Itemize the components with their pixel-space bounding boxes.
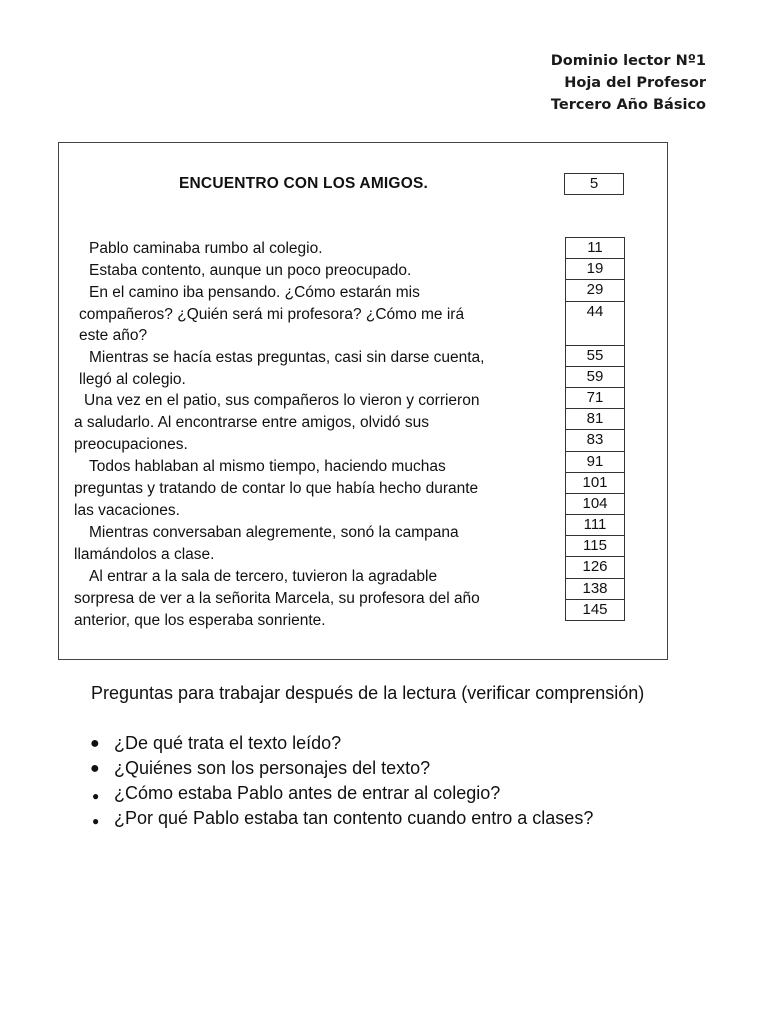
word-count-cell: 115 <box>565 536 625 557</box>
text-line: sorpresa de ver a la señorita Marcela, su profesora del año <box>74 590 480 607</box>
text-line: preocupaciones. <box>74 436 188 453</box>
question-item <box>90 806 593 831</box>
text-line: preguntas y tratando de contar lo que había hecho durante <box>74 480 479 497</box>
text-line: En el camino iba pensando. ¿Cómo estarán mis <box>89 284 420 301</box>
text-line: Al entrar a la sala de tercero, tuvieron la agradable <box>89 568 438 585</box>
text-line: llegó al colegio. <box>79 371 186 388</box>
word-count-cell: 59 <box>565 367 625 388</box>
word-count-cell: 55 <box>565 346 625 367</box>
word-count-cell: 83 <box>565 430 625 451</box>
question-text: ¿Quiénes son los personajes del texto? <box>114 758 431 778</box>
text-line: a saludarlo. Al encontrarse entre amigos, olvidó sus <box>74 414 429 431</box>
question-item <box>90 781 593 806</box>
reading-frame <box>58 142 668 660</box>
question-text: ¿De qué trata el texto leído? <box>114 733 342 753</box>
document-header <box>551 50 706 116</box>
text-line: Mientras conversaban alegremente, sonó la campana <box>89 524 459 541</box>
word-count-cell: 126 <box>565 557 625 578</box>
word-count-column <box>565 237 625 621</box>
questions-list <box>90 731 593 831</box>
bullet-icon: ● <box>90 735 100 752</box>
text-line: las vacaciones. <box>74 502 180 519</box>
word-count-cell: 91 <box>565 452 625 473</box>
question-text: ¿Cómo estaba Pablo antes de entrar al colegio? <box>114 783 501 803</box>
text-line: anterior, que los esperaba sonriente. <box>74 612 326 629</box>
word-count-cell: 145 <box>565 600 625 621</box>
header-line-3: Tercero Año Básico <box>550 97 706 113</box>
word-count-cell: 44 <box>565 302 625 346</box>
text-line: Una vez en el patio, sus compañeros lo vieron y corrieron <box>84 392 480 409</box>
question-item <box>90 756 593 781</box>
text-line: compañeros? ¿Quién será mi profesora? ¿Cómo me irá <box>79 306 465 323</box>
text-line: Todos hablaban al mismo tiempo, haciendo muchas <box>89 458 446 475</box>
word-count-cell: 104 <box>565 494 625 515</box>
word-count-cell: 101 <box>565 473 625 494</box>
reading-title: ENCUENTRO CON LOS AMIGOS. <box>179 175 428 192</box>
text-line: Mientras se hacía estas preguntas, casi sin darse cuenta, <box>89 349 485 366</box>
header-line-1: Dominio lector Nº1 <box>550 53 706 69</box>
bullet-icon: ● <box>92 814 100 828</box>
bullet-icon: ● <box>92 789 100 803</box>
title-word-count: 5 <box>564 173 624 195</box>
word-count-cell: 111 <box>565 515 625 536</box>
question-item <box>90 731 593 756</box>
question-text: ¿Por qué Pablo estaba tan contento cuando entro a clases? <box>114 808 594 828</box>
text-line: llamándolos a clase. <box>74 546 215 563</box>
word-count-cell: 29 <box>565 280 625 301</box>
word-count-cell: 138 <box>565 579 625 600</box>
questions-heading: Preguntas para trabajar después de la lectura (verificar comprensión) <box>91 683 645 703</box>
header-line-2: Hoja del Profesor <box>564 75 706 91</box>
word-count-cell: 81 <box>565 409 625 430</box>
word-count-cell: 19 <box>565 259 625 280</box>
text-line: este año? <box>79 327 148 344</box>
word-count-cell: 11 <box>565 238 625 259</box>
text-line: Pablo caminaba rumbo al colegio. <box>89 240 323 257</box>
text-line: Estaba contento, aunque un poco preocupado. <box>89 262 412 279</box>
bullet-icon: ● <box>90 760 100 777</box>
word-count-cell: 71 <box>565 388 625 409</box>
